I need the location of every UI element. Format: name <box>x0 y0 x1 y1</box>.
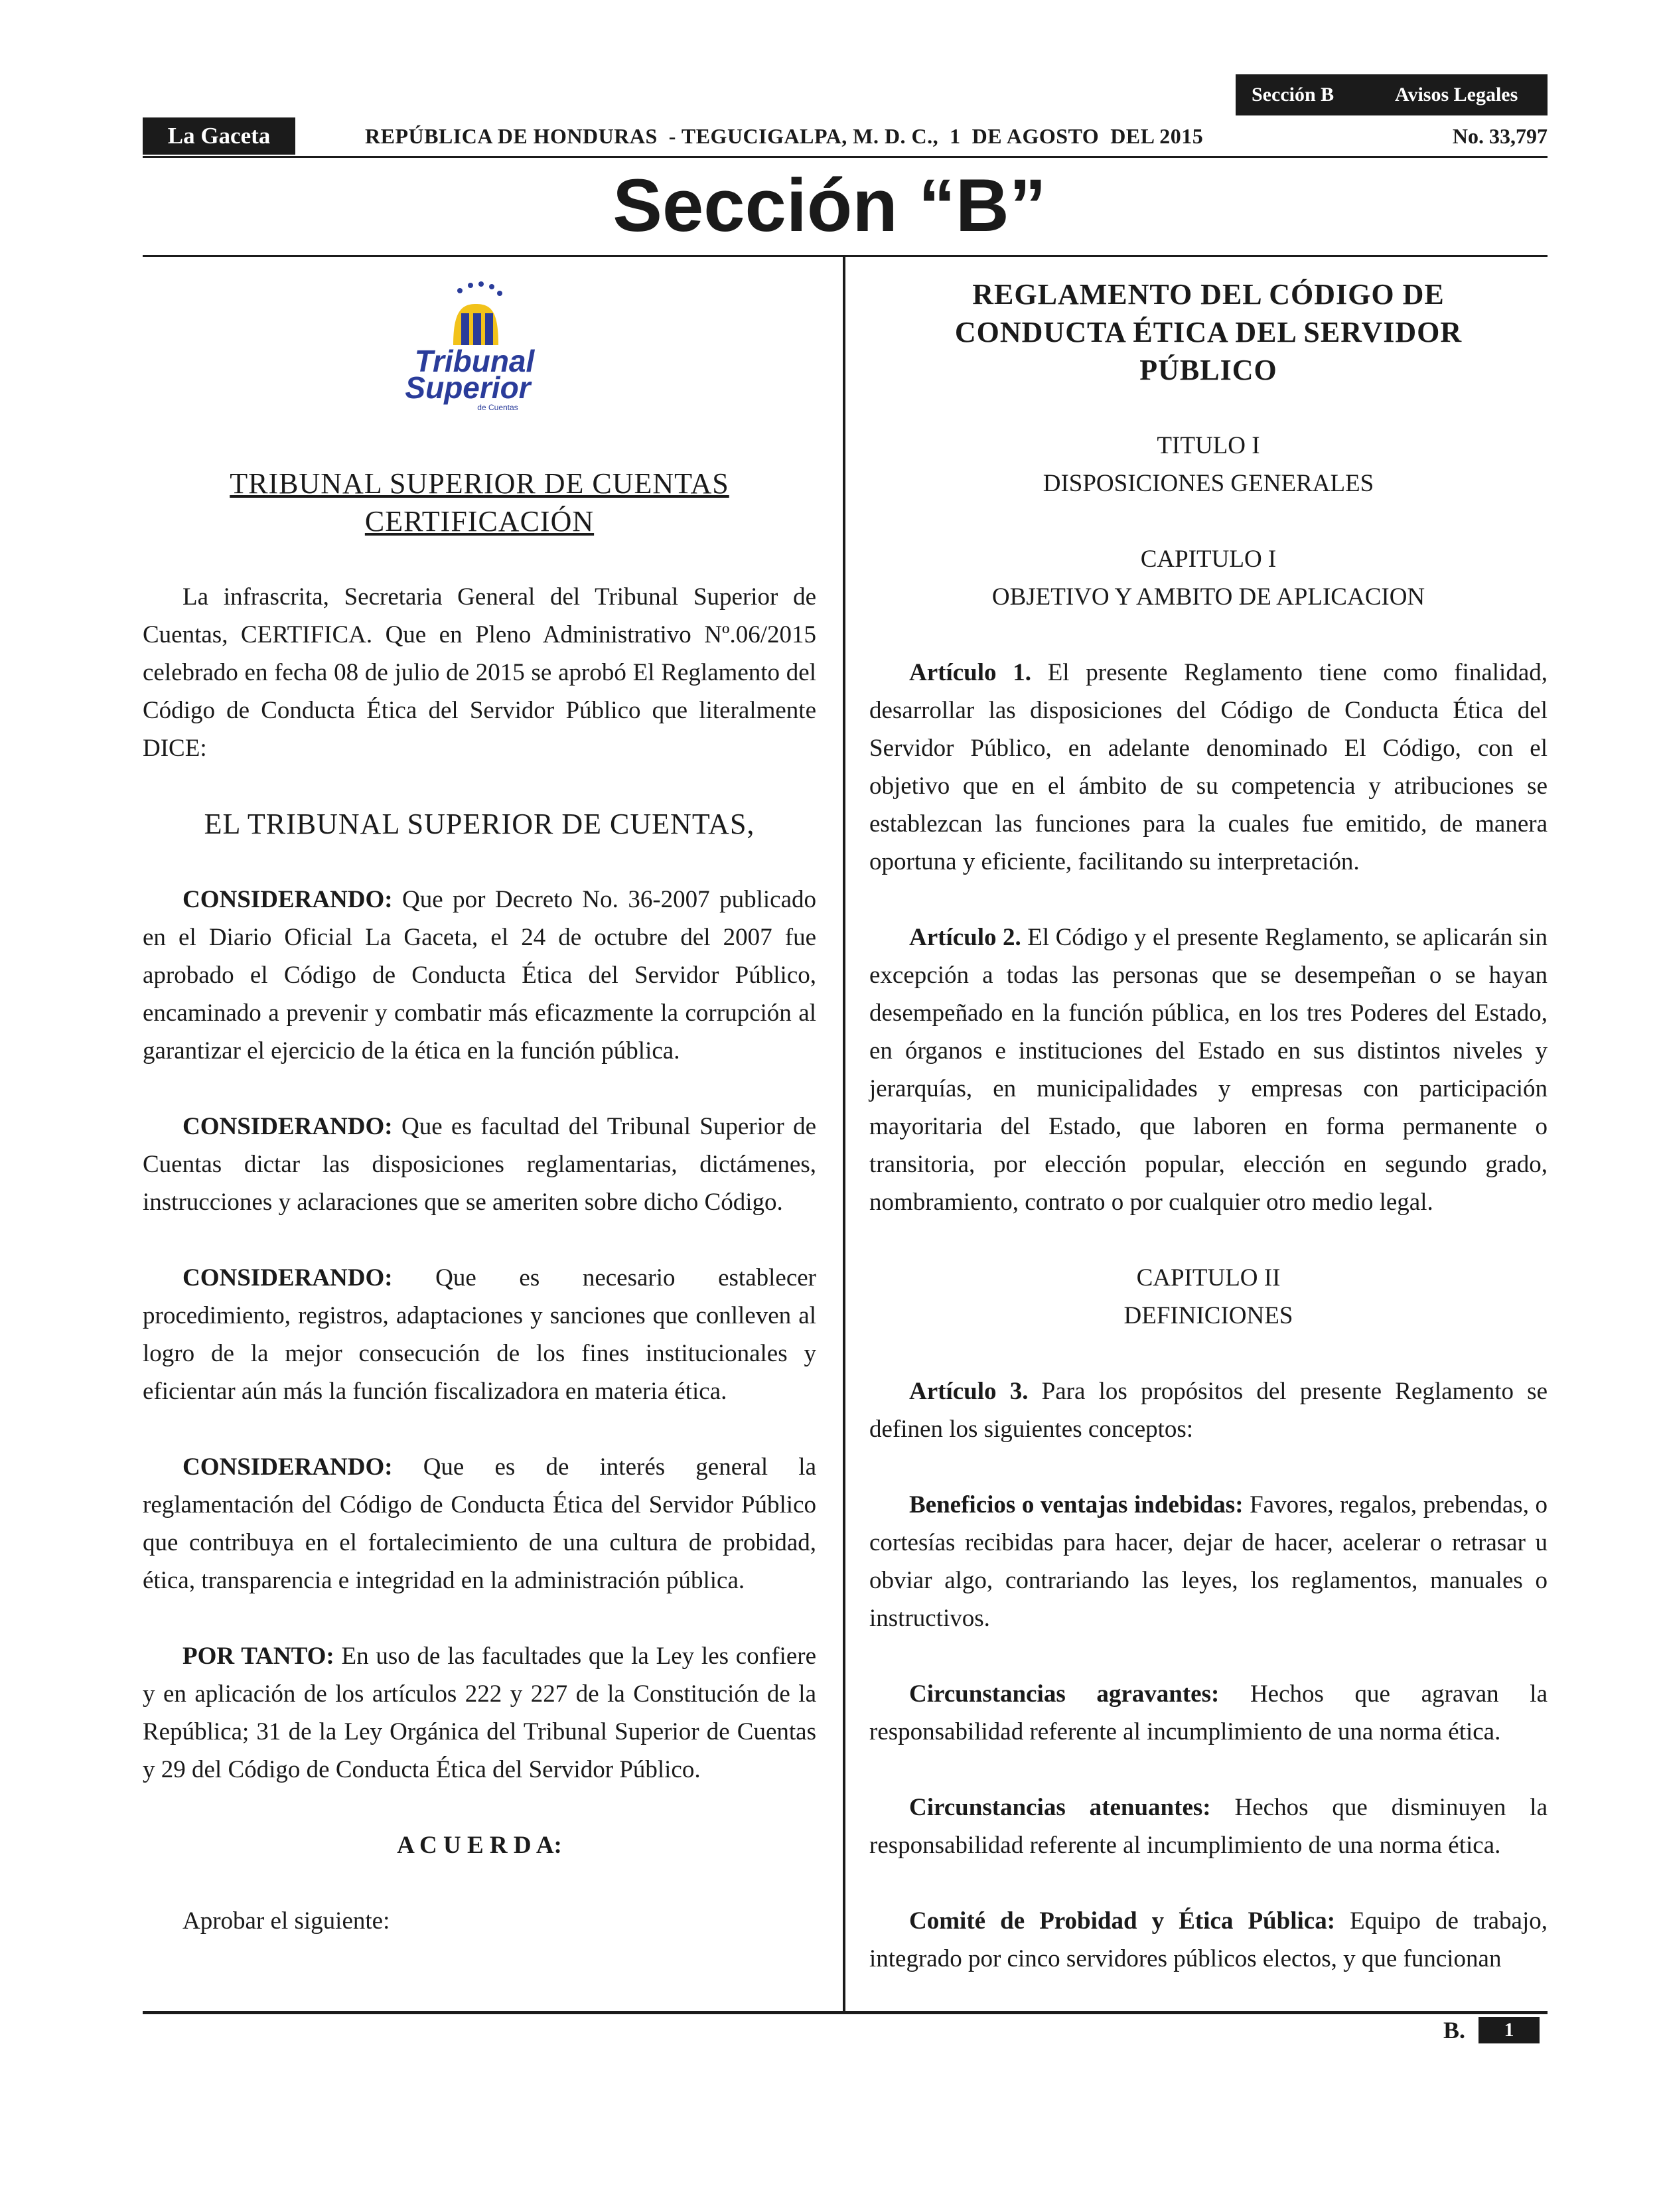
article-2: Artículo 2. El Código y el presente Reglamento, se aplicarán sin excepción a todas las personas que se desempeñan o se hayan desempeñado en la función pública, en los tres Poderes del Estado, en órganos e instituciones del Estado en sus distintos niveles y jerarquías, en municipalidades y empresas con participación mayoritaria del Estado, que laboren en forma permanente o transitoria, por elección popular, elección en segundo grado, nombramiento, contrato o por cualquier otro medio legal. <box>869 924 1548 1216</box>
left-column <box>143 465 816 1940</box>
titulo-heading: TITULO I <box>1157 432 1260 459</box>
definition-4: Comité de Probidad y Ética Pública: Equipo de trabajo, integrado por cinco servidores públicos electos, y que funcionan <box>869 1907 1548 1972</box>
issue-number: No. 33,797 <box>1452 123 1548 148</box>
section-tab-label: Sección B <box>1252 84 1334 106</box>
definition-2: Circunstancias agravantes: Hechos que agravan la responsabilidad referente al incumplimiento de una norma ética. <box>869 1680 1548 1745</box>
left-subtitle: CERTIFICACIÓN <box>364 505 595 538</box>
article-label: Artículo 1. <box>909 659 1031 686</box>
logo-line1: Tribunal <box>414 344 535 378</box>
tribunal-logo <box>382 272 561 425</box>
footer-rule <box>143 2011 1548 2014</box>
column-divider <box>843 256 845 2013</box>
considerando-4: CONSIDERANDO: Que es de interés general la reglamentación del Código de Conducta Ética del Servidor Público que contribuya en el fortalecimiento de una cultura de probidad, ética, transparencia e integridad en la administración pública. <box>143 1453 816 1594</box>
aprobar-line: Aprobar el siguiente: <box>182 1907 390 1935</box>
masthead <box>143 117 1548 155</box>
article-label: Artículo 3. <box>909 1378 1029 1405</box>
entity-heading: EL TRIBUNAL SUPERIOR DE CUENTAS, <box>204 808 755 840</box>
definition-term: Comité de Probidad y Ética Pública: <box>909 1907 1336 1935</box>
logo-line2: Superior <box>405 370 531 405</box>
considerando-1: CONSIDERANDO: Que por Decreto No. 36-2007 publicado en el Diario Oficial La Gaceta, el 24 de octubre del 2007 fue aprobado el Código de Conducta Ética del Servidor Público, encaminado a prevenir y combatir más eficazmente la corrupción al garantizar el ejercicio de la ética en la función pública. <box>143 886 816 1065</box>
header-rule <box>143 156 1548 158</box>
considerando-3: CONSIDERANDO: Que es necesario establecer procedimiento, registros, adaptaciones y sanciones que conlleven al logro de la mejor consecución de los fines institucionales y eficientar aún más la función fiscalizadora en materia ética. <box>143 1264 816 1405</box>
logo-line3: de Cuentas <box>477 403 518 412</box>
dateline: REPÚBLICA DE HONDURAS - TEGUCIGALPA, M. D. C., 1 DE AGOSTO DEL 2015 <box>365 123 1204 148</box>
article-3: Artículo 3. Para los propósitos del presente Reglamento se definen los siguientes conceptos: <box>869 1378 1548 1443</box>
chapter-2-name: DEFINICIONES <box>1123 1302 1293 1329</box>
definition-1: Beneficios o ventajas indebidas: Favores, regalos, prebendas, o cortesías recibidas para hacer, dejar de hacer, acelerar o retrasar u obviar algo, contrariando las leyes, los reglamentos, manuales o instructivos. <box>869 1491 1548 1632</box>
considerando-label: CONSIDERANDO: <box>182 1264 393 1291</box>
chapter-1-heading: CAPITULO I <box>1140 546 1277 573</box>
left-title: TRIBUNAL SUPERIOR DE CUENTAS <box>230 467 729 500</box>
acuerda-heading: A C U E R D A: <box>397 1832 562 1859</box>
definition-term: Beneficios o ventajas indebidas: <box>909 1491 1244 1518</box>
page-number-box: 1 <box>1479 2017 1540 2043</box>
intro-paragraph: La infrascrita, Secretaria General del Tribunal Superior de Cuentas, CERTIFICA. Que en Pleno Administrativo Nº.06/2015 celebrado en fecha 08 de julio de 2015 se aprobó El Reglamento del Código de Conducta Ética del Servidor Público que literalmente DICE: <box>143 583 816 762</box>
publication-name: La Gaceta <box>143 117 295 155</box>
definition-term: Circunstancias agravantes: <box>909 1680 1220 1708</box>
definition-term: Circunstancias atenuantes: <box>909 1794 1211 1821</box>
article-label: Artículo 2. <box>909 924 1021 951</box>
page-number <box>1443 2013 1540 2047</box>
chapter-1-name: OBJETIVO Y AMBITO DE APLICACION <box>991 583 1425 611</box>
section-tab <box>1236 74 1548 115</box>
titulo-name: DISPOSICIONES GENERALES <box>1043 470 1374 497</box>
considerando-label: CONSIDERANDO: <box>182 1113 393 1140</box>
considerando-label: CONSIDERANDO: <box>182 886 393 913</box>
por-tanto-paragraph: POR TANTO: En uso de las facultades que la Ley les confiere y en aplicación de los artículos 222 y 227 de la Constitución de la República; 31 de la Ley Orgánica del Tribunal Superior de Cuentas y 29 del Código de Conducta Ética del Servidor Público. <box>143 1643 816 1783</box>
article-1: Artículo 1. El presente Reglamento tiene como finalidad, desarrollar las disposiciones del Código de Conducta Ética del Servidor Público, en adelante denominado El Código, con el objetivo que en el ámbito de su competencia y atribuciones se establezcan las funciones para la cuales fue emitido, de manera oportuna y eficiente, facilitando su interpretación. <box>869 659 1548 875</box>
page-section-label: B. <box>1443 2017 1466 2043</box>
section-title: Sección “B” <box>613 164 1046 247</box>
definition-3: Circunstancias atenuantes: Hechos que disminuyen la responsabilidad referente al incumplimiento de una norma ética. <box>869 1794 1548 1859</box>
considerando-2: CONSIDERANDO: Que es facultad del Tribunal Superior de Cuentas dictar las disposiciones reglamentarias, dictámenes, instrucciones y aclaraciones que se ameriten sobre dicho Código. <box>143 1113 816 1216</box>
chapter-2-heading: CAPITULO II <box>1136 1264 1281 1291</box>
considerando-label: CONSIDERANDO: <box>182 1453 393 1481</box>
right-column <box>869 275 1548 1978</box>
por-tanto-label: POR TANTO: <box>182 1643 334 1670</box>
regulation-title: REGLAMENTO DEL CÓDIGO DE CONDUCTA ÉTICA DEL SERVIDOR PÚBLICO <box>954 278 1463 386</box>
category-label: Avisos Legales <box>1395 84 1518 106</box>
